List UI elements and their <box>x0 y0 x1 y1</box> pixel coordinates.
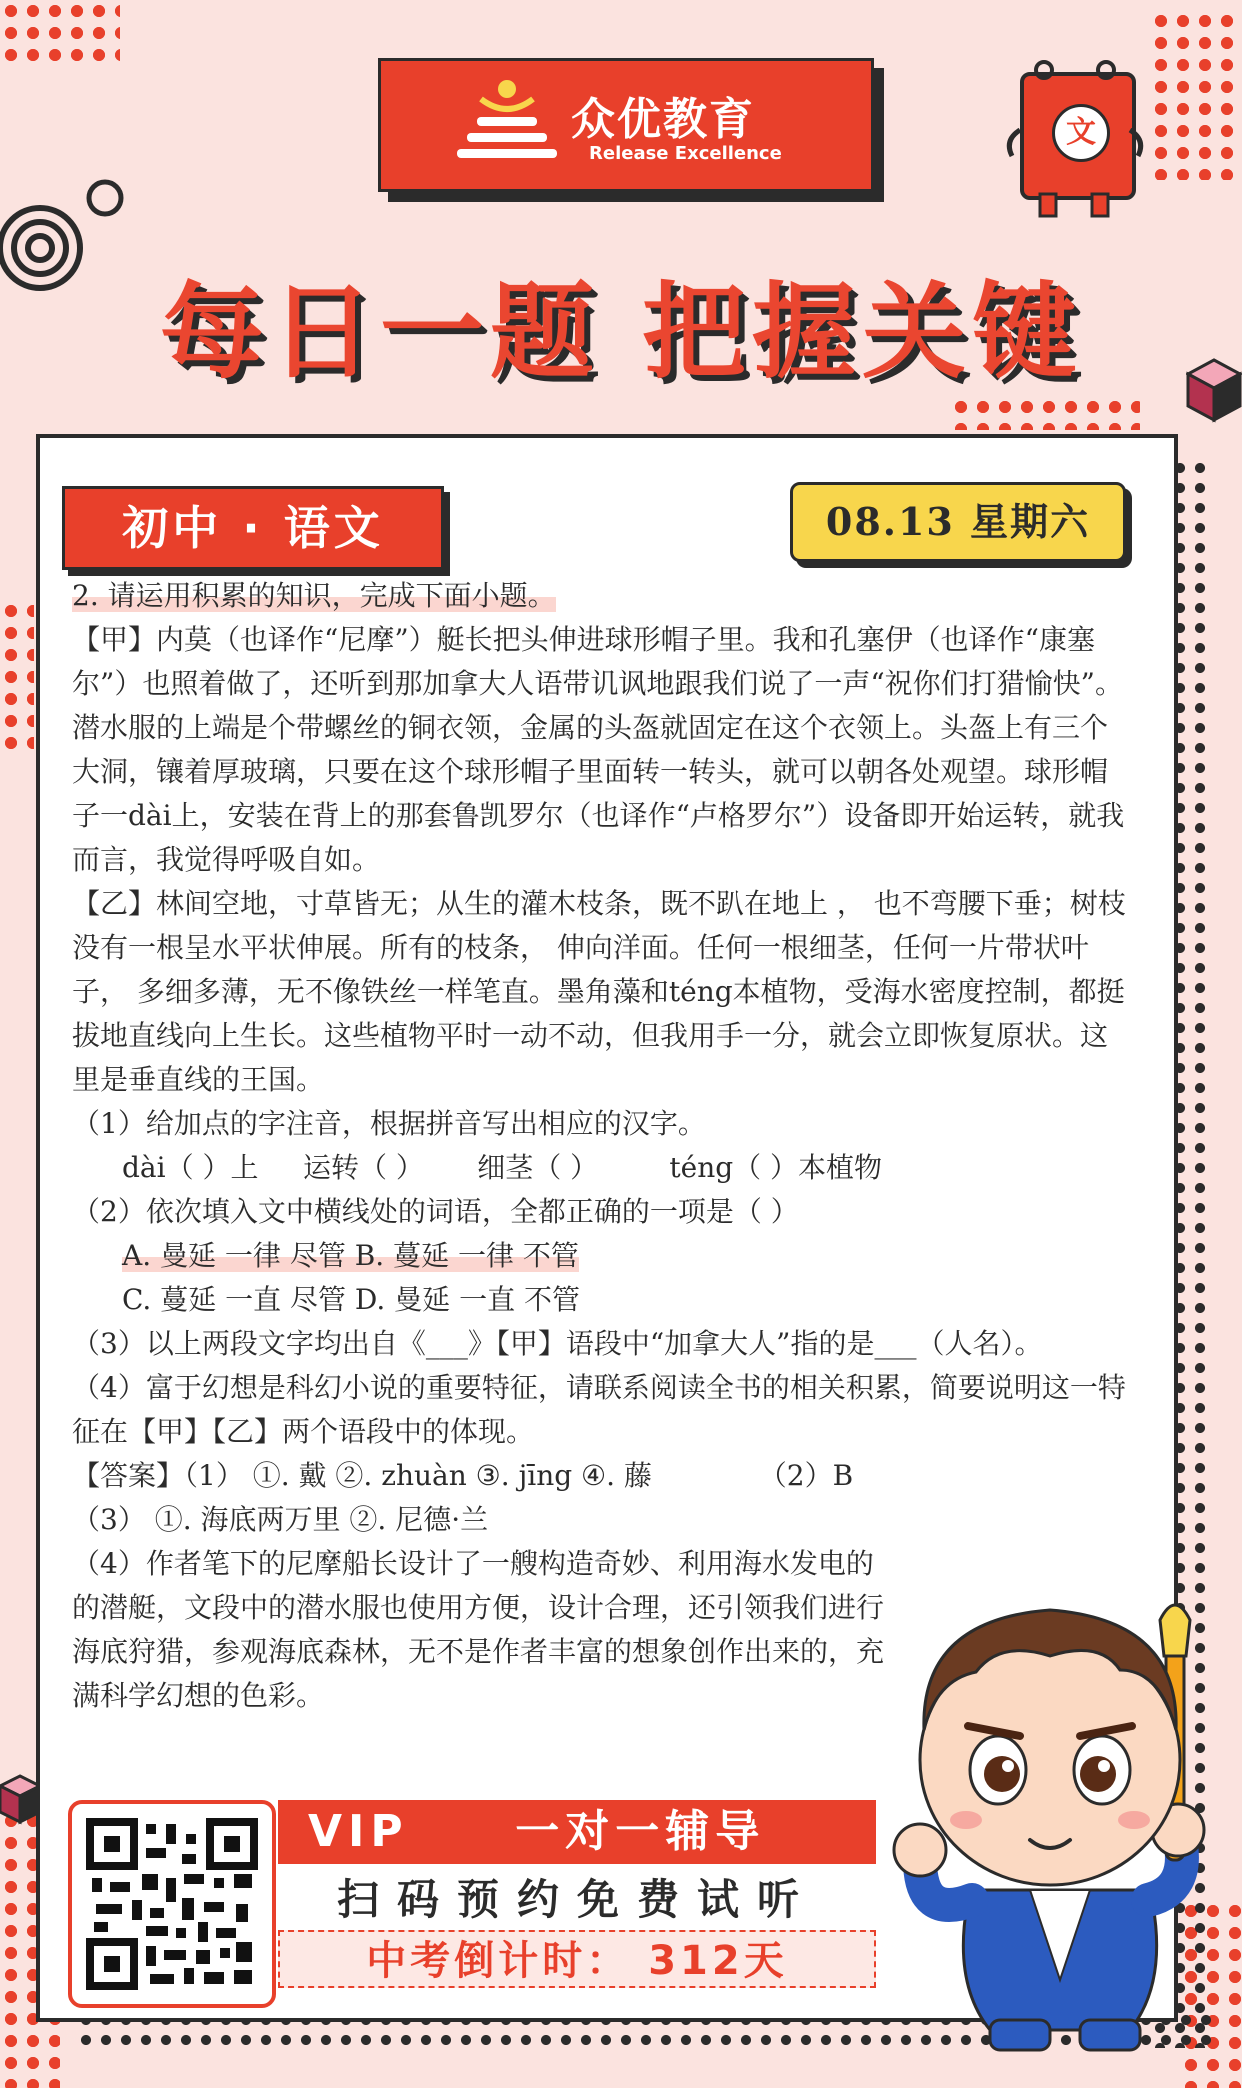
dot-pattern-left-mid <box>0 600 34 750</box>
dot-pattern-right <box>950 396 1140 430</box>
passage-jia: 【甲】内莫（也译作“尼摩”）艇长把头伸进球形帽子里。我和孔塞伊（也译作“康塞尔”）也照着做了，还听到那加拿大人语带讥讽地跟我们说了一声“祝你们打猎愉快”。潜水服的上端是个带螺丝的铜衣领，金属的头盔就固定在这个衣领上。头盔上有三个大洞，镶着厚玻璃，只要在这个球形帽子里面转一转头，就可以朝各处观望。球形帽子一dài上，安装在背上的那套鲁凯罗尔（也译作“卢格罗尔”）设备即开始运转，就我而言，我觉得呼吸自如。 <box>72 623 1125 876</box>
page-headline: 每日一题 把握关键 <box>159 271 1083 393</box>
question-2-options-ab: A. 曼延 一律 尽管 B. 蔓延 一律 不管 <box>122 1239 579 1272</box>
qr-code-pattern <box>86 1818 258 1990</box>
ring-decoration <box>80 176 130 226</box>
exam-countdown: 中考倒计时： 312天 <box>278 1930 876 1988</box>
passage-yi: 【乙】林间空地，寸草皆无；从生的灌木枝条，既不趴在地上 ， 也不弯腰下垂；树枝没有一根呈水平状伸展。所有的枝条， 伸向洋面。任何一根细茎，任何一片带状叶子， 多细多薄，无不像铁丝一样笔直。墨角藻和téng本植物，受海水密度控制，都挺拔地直线向上生长。这些植物平时一动不动，但我用手一分，就会立即恢复原状。这里是垂直线的王国。 <box>72 887 1126 1096</box>
answer-line-2: （3） ①. 海底两万里 ②. 尼德·兰 <box>72 1503 489 1536</box>
date-badge: 08.13 星期六 <box>790 482 1126 562</box>
dot-pattern-top-left <box>0 0 120 70</box>
brand-tree-icon <box>451 77 561 173</box>
answer-line-1: 【答案】（1） ①. 戴 ②. zhuàn ③. jīng ④. 藤 （2）B <box>72 1459 854 1492</box>
free-trial-text: 扫码预约免费试听 <box>336 1875 817 1924</box>
brand-logo <box>378 58 874 192</box>
question-3: （3）以上两段文字均出自《___》【甲】语段中“加拿大人”指的是___（人名）。 <box>72 1327 1043 1360</box>
dot-pattern-top-right <box>1150 10 1242 180</box>
subject-mascot-limbs <box>1000 60 1150 220</box>
question-1: （1）给加点的字注音，根据拼音写出相应的汉字。 <box>72 1107 706 1140</box>
question-4: （4）富于幻想是科幻小说的重要特征，请联系阅读全书的相关积累，简要说明这一特征在【甲】【乙】两个语段中的体现。 <box>72 1371 1126 1448</box>
vip-banner: VIP 一对一辅导 <box>278 1800 876 1864</box>
mascot-boy-illustration <box>880 1560 1220 2060</box>
brand-slogan: Release Excellence <box>589 143 782 164</box>
question-1-items: dài（ ）上 运转（ ） 细茎（ ） téng（ ）本植物 <box>122 1151 883 1184</box>
subject-badge: 文 <box>1052 104 1110 162</box>
question-content <box>72 574 1132 1718</box>
qr-code[interactable] <box>68 1800 276 2008</box>
question-2: （2）依次填入文中横线处的词语，全都正确的一项是（ ） <box>72 1195 799 1228</box>
subject-tag: 初中 · 语文 <box>62 486 444 570</box>
question-intro: 2. 请运用积累的知识，完成下面小题。 <box>72 579 556 612</box>
question-2-options-cd: C. 蔓延 一直 尽管 D. 曼延 一直 不管 <box>122 1283 580 1316</box>
brand-name: 众优教育 <box>571 94 755 145</box>
answer-line-3: （4）作者笔下的尼摩船长设计了一艘构造奇妙、利用海水发电的的潜艇，文段中的潜水服也使用方便，设计合理，还引领我们进行海底狩猎，参观海底森林，无不是作者丰富的想象创作出来的，充满科学幻想的色彩。 <box>72 1547 885 1712</box>
